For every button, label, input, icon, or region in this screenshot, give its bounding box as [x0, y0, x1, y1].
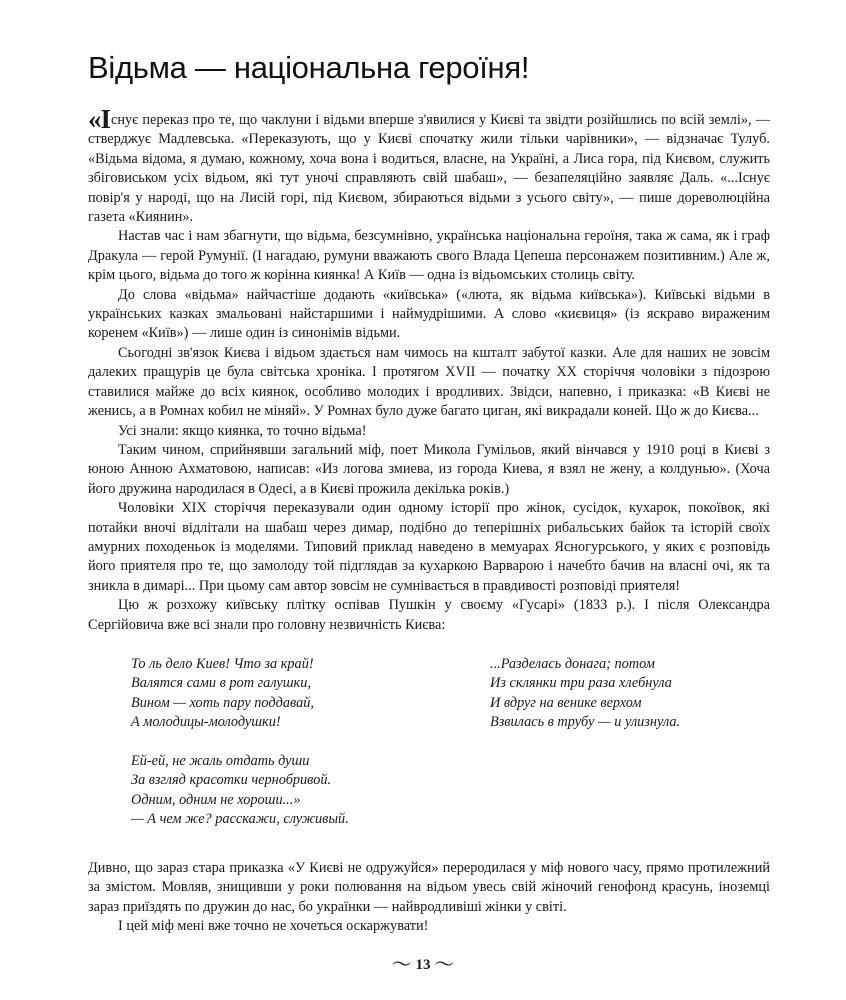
article-body	[88, 104, 770, 937]
poem-line: — А чем же? расскажи, служивый.	[131, 811, 349, 828]
paragraph-5: Усі знали: якщо киянка, то точно відьма!	[118, 422, 367, 439]
paragraph-10: І цей міф мені вже точно не хочеться оскаржувати!	[118, 918, 429, 935]
poem-quote	[88, 655, 770, 835]
paragraph-4: Сьогодні зв'язок Києва і відьом здається нам чимось на кшталт забутої казки. Але для наших не зовсім далеких пращурів це була світська хроніка. І протягом XVII — початку XX сторіччя чоловіки з підозрою ставилися майже до всіх киянок, особливо молодих і вродливих. Звідси, напевно, і приказка: «В Києві не женись, а в Ромнах кобил не міняй». У Ромнах було дуже багато циган, які викрадали коней. Що ж до Києва...	[88, 344, 770, 420]
poem-line: То ль дело Киев! Что за край!	[131, 655, 314, 672]
poem-line: А молодицы-молодушки!	[131, 714, 281, 731]
paragraph-9: Дивно, що зараз стара приказка «У Києві не одружуйся» переродилася у міф нового часу, прямо протилежний за змістом. Мовляв, знищивши у роки полювання на відьом увесь свій жіночий генофонд красунь, іноземці зараз приїздять по дружин до нас, бо українки — найвродливіші жінки у світі.	[88, 859, 770, 915]
paragraph-7: Чоловіки XIX сторіччя переказували один одному історії про жінок, сусідок, кухарок, покоївок, які потайки вночі відлітали на шабаш через димар, подібно до теперішніх рибальських байок та історій своїх амурних походеньок із моделями. Типовий приклад наведено в мемуарах Ясногурського, у яких є розповідь його приятеля про те, що замолоду той підглядав за кухаркою Варварою і начебто бачив на власні очі, як та зникла в димарі... При цьому сам автор зовсім не сумнівається в правдивості розповіді приятеля!	[88, 500, 770, 594]
poem-line: Из склянки три раза хлебнула	[490, 675, 672, 692]
paragraph-6: Таким чином, сприйнявши загальний міф, поет Микола Гумільов, який вінчався у 1910 році в Києві з юною Анною Ахматовою, написав: «Из логова змиева, из города Киева, я взял не жену, а колдунью». (Хоча його дружина народилася в Одесі, а в Києві прожила декілька років.)	[88, 441, 770, 497]
poem-right-column	[490, 655, 680, 752]
ornament-left-icon: 〜	[391, 954, 412, 976]
poem-line: Валятся сами в рот галушки,	[131, 675, 311, 692]
poem-line: ...Разделась донага; потом	[490, 655, 655, 672]
paragraph-1-text: снує переказ про те, що чаклуни і відьми вперше з'явилися у Києві та звідти розійшлись по всій землі», — стверджує Мадлевська. «Переказують, що у Києві спочатку жили тільки чарівники», — відзначає Тулуб. «Відьма відома, я думаю, кожному, хоча вона і водиться, власне, на Україні, а Лиса гора, під Києвом, служить збіговиськом усіх відьом, які тут уночі справляють свій шабаш», — безапеляційно заявляє Даль. «...Існує повір'я у народі, що на Лисій горі, під Києвом, збираються відьми з усього світу», — пише дореволюційна газета «Киянин».	[88, 112, 770, 226]
paragraph-1	[88, 104, 770, 227]
paragraph-8: Цю ж розхожу київську плітку оспівав Пушкін у своєму «Гусарі» (1833 р.). І після Олександра Сергійовича вже всі знали про головну незвичність Києва:	[88, 597, 770, 633]
paragraph-3: До слова «відьма» найчастіше додають «київська» («люта, як відьма київська»). Київські відьми в українських казках змальовані найстаршими і наймудрішими. А слово «києвиця» (із яскраво вираженим коренем «Київ») — лише один із синонімів відьми.	[88, 286, 770, 342]
poem-stanza	[490, 655, 680, 733]
paragraph-2: Настав час і нам збагнути, що відьма, безсумнівно, українська національна героїня, така ж сама, як і граф Дракула — герой Румунії. (І нагадаю, румуни вважають свого Влада Цепеша персонажем позитивним.) Але ж, крім цього, відьма до того ж корінна киянка! А Київ — одна із відьомських столиць світу.	[88, 228, 770, 284]
poem-line: Ей-ей, не жаль отдать души	[131, 752, 310, 769]
page-number	[0, 948, 846, 977]
poem-line: Одним, одним не хороши...»	[131, 791, 301, 808]
chapter-title: Відьма — національна героїня!	[88, 50, 530, 85]
poem-line: Вином — хоть пару поддавай,	[131, 694, 314, 711]
poem-stanza	[131, 655, 349, 733]
ornament-right-icon: 〜	[434, 954, 455, 976]
poem-line: За взгляд красотки чернобривой.	[131, 772, 332, 789]
poem-line: И вдруг на венике верхом	[490, 694, 642, 711]
poem-line: Взвилась в трубу — и улизнула.	[490, 714, 681, 731]
poem-left-column	[131, 655, 349, 849]
poem-stanza	[131, 752, 349, 830]
drop-cap: «І	[88, 104, 111, 134]
page-number-value: 13	[415, 957, 431, 973]
